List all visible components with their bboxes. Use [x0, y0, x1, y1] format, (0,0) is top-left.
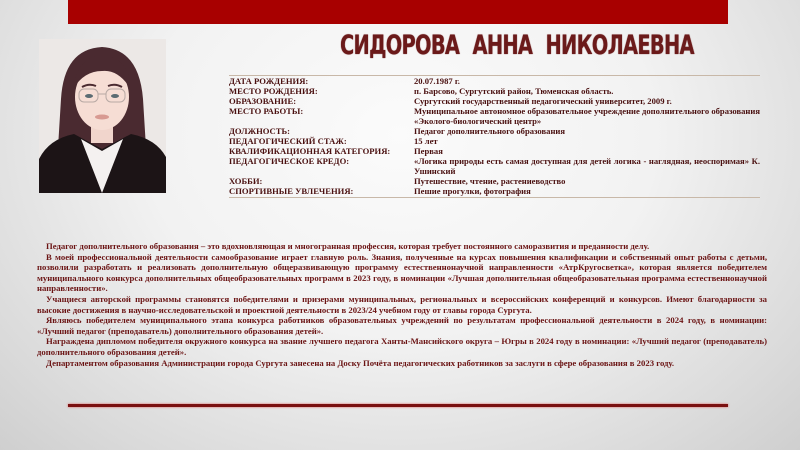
info-label: ХОББИ: — [229, 176, 263, 186]
bottom-divider — [68, 404, 728, 407]
info-label: КВАЛИФИКАЦИОННАЯ КАТЕГОРИЯ: — [229, 146, 391, 156]
info-label: ПЕДАГОГИЧЕСКОЕ КРЕДО: — [229, 156, 350, 166]
info-value: Сургутский государственный педагогический университет, 2009 г. — [414, 96, 672, 106]
info-value: Муниципальное автономное образовательное учреждение дополнительного образования «Эколого-биологический центр» — [414, 106, 760, 126]
info-row-experience — [229, 136, 760, 146]
info-value: п. Барсово, Сургутский район, Тюменская область. — [414, 86, 614, 96]
bio-paragraph: Учащиеся авторской программы становятся победителями и призерами муниципальных, региональных и всероссийских конференций и конкурсов. Имеют благодарности за высокие достижения в научно-исследовательской и проектной деятельности в 2023/24 учебном году от главы города Сургута. — [37, 293, 767, 315]
info-row-credo — [229, 156, 760, 176]
info-label: ДАТА РОЖДЕНИЯ: — [229, 76, 309, 86]
info-row-workplace — [229, 106, 760, 126]
info-value: Первая — [414, 146, 443, 156]
info-label: СПОРТИВНЫЕ УВЛЕЧЕНИЯ: — [229, 186, 354, 196]
info-row-education — [229, 96, 760, 106]
bio-paragraph: Награждена дипломом победителя окружного конкурса на звание лучшего педагога Ханты-Мансийского округа – Югры в 2024 году в номинации: «Лучший педагог (преподаватель) дополнительного образования детей». — [37, 336, 767, 357]
info-row-birth-place — [229, 86, 760, 96]
info-row-sports — [229, 186, 760, 196]
info-value: Пешие прогулки, фотография — [414, 186, 531, 196]
info-label: МЕСТО РОЖДЕНИЯ: — [229, 86, 318, 96]
bio-paragraph: В моей профессиональной деятельности самообразование играет главную роль. Знания, полученные на курсах повышения квалификации и собственный опыт работы с детьми, позволили разработать и реализовать дополнительную общеразвивающую программу естественнонаучной направленности «АтрКругосветка», которая является победителем муниципального конкурса дополнительных общеобразовательных программ в 2023 году, в номинации «Лучшая дополнительная общеобразовательная программа естественнонаучной направленности». — [37, 251, 767, 294]
top-banner — [68, 0, 728, 24]
info-label: ОБРАЗОВАНИЕ: — [229, 96, 297, 106]
portrait-image-icon — [39, 39, 166, 193]
biography-text — [37, 241, 767, 368]
bio-paragraph: Педагог дополнительного образования – это вдохновляющая и многогранная профессия, которая требует постоянного саморазвития и преданности делу. — [46, 241, 650, 251]
info-value: «Логика природы есть самая доступная для детей логика - наглядная, неоспоримая» К. Ушинский — [414, 156, 760, 176]
info-label: ПЕДАГОГИЧЕСКИЙ СТАЖ: — [229, 136, 347, 146]
page-title: СИДОРОВА АННА НИКОЛАЕВНА — [340, 30, 694, 61]
info-value: 15 лет — [414, 136, 438, 146]
personal-info-table — [229, 75, 760, 198]
info-row-category — [229, 146, 760, 156]
bio-paragraph: Являюсь победителем муниципального этапа конкурса работников образовательных учреждений по результатам профессиональной деятельности в 2024 году, в номинации: «Лучший педагог (преподаватель) дополнительного образования детей». — [37, 315, 767, 336]
info-row-birth-date — [229, 76, 760, 86]
portrait-photo — [39, 39, 166, 193]
info-value: Педагог дополнительного образования — [414, 126, 565, 136]
info-label: ДОЛЖНОСТЬ: — [229, 126, 291, 136]
info-value: 20.07.1987 г. — [414, 76, 460, 86]
bio-paragraph: Департаментом образования Администрации города Сургута занесена на Доску Почёта педагогических работников за заслуги в сфере образования в 2023 году. — [46, 357, 675, 368]
info-row-hobby — [229, 176, 760, 186]
info-label: МЕСТО РАБОТЫ: — [229, 106, 304, 116]
info-value: Путешествие, чтение, растениеводство — [414, 176, 566, 186]
info-row-position — [229, 126, 760, 136]
